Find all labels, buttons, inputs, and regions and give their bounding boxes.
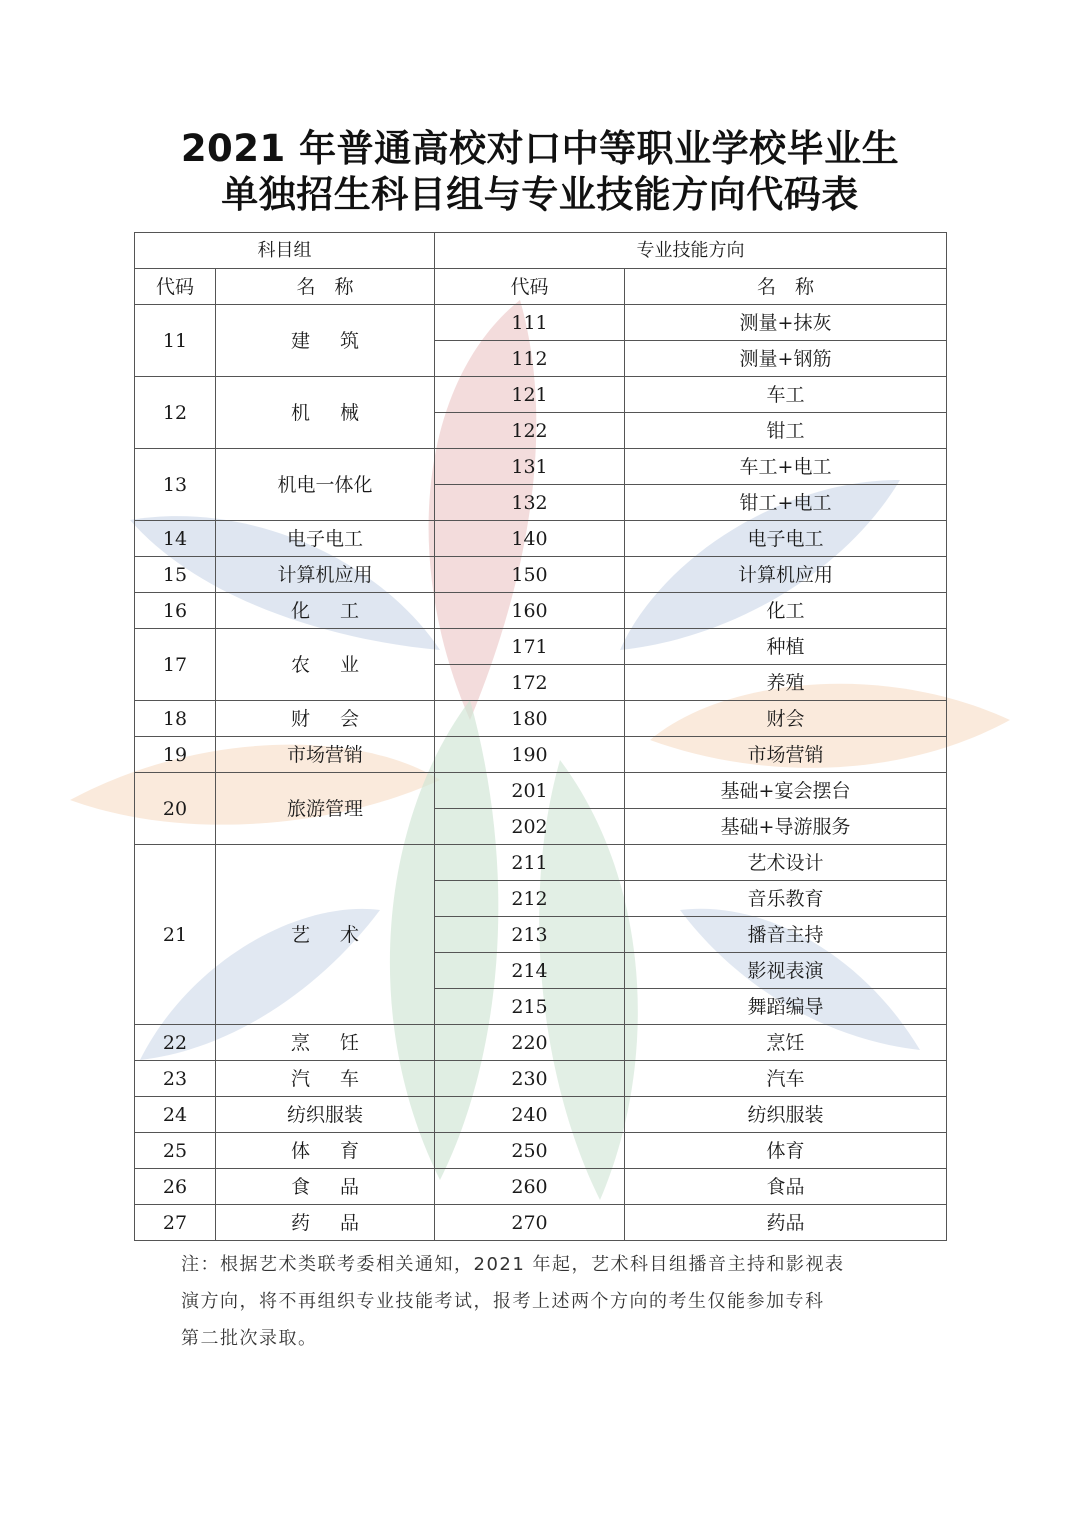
- direction-name-cell: 烹饪: [625, 1025, 947, 1061]
- subject-name-text: 计算机应用: [277, 563, 373, 586]
- column-header-row: [135, 269, 947, 305]
- subject-name-text: 电子电工: [286, 527, 363, 550]
- direction-code-cell: 250: [435, 1133, 625, 1169]
- code-table: [134, 232, 947, 1241]
- direction-code-cell: 213: [435, 917, 625, 953]
- direction-code-cell: 122: [435, 413, 625, 449]
- table-row: [135, 593, 947, 629]
- direction-name-cell: 基础+宴会摆台: [625, 773, 947, 809]
- subject-code-cell: 12: [135, 377, 216, 449]
- direction-name-header: 名 称: [625, 269, 947, 305]
- direction-name-cell: 电子电工: [625, 521, 947, 557]
- title-line-2: 单独招生科目组与专业技能方向代码表: [221, 173, 859, 216]
- subject-name-cell: [216, 593, 435, 629]
- direction-code-cell: 214: [435, 953, 625, 989]
- table-row: [135, 1169, 947, 1205]
- direction-code-cell: 160: [435, 593, 625, 629]
- subject-name-cell: [216, 737, 435, 773]
- direction-code-cell: 180: [435, 701, 625, 737]
- subject-name-text: 纺织服装: [286, 1103, 363, 1126]
- direction-name-cell: 测量+钢筋: [625, 341, 947, 377]
- subject-code-cell: 27: [135, 1205, 216, 1241]
- direction-name-cell: 测量+抹灰: [625, 305, 947, 341]
- direction-name-cell: 钳工: [625, 413, 947, 449]
- subject-name-cell: [216, 557, 435, 593]
- subject-name-text: 汽车: [290, 1067, 389, 1090]
- subject-name-text: 市场营销: [286, 743, 363, 766]
- direction-code-cell: 140: [435, 521, 625, 557]
- direction-name-cell: 养殖: [625, 665, 947, 701]
- direction-code-cell: 212: [435, 881, 625, 917]
- subject-code-cell: 21: [135, 845, 216, 1025]
- subject-code-cell: 14: [135, 521, 216, 557]
- table-row: [135, 377, 947, 413]
- subject-name-text: 建筑: [290, 329, 389, 352]
- subject-name-cell: [216, 1133, 435, 1169]
- direction-name-cell: 食品: [625, 1169, 947, 1205]
- group-header-row: [135, 233, 947, 269]
- direction-name-cell: 药品: [625, 1205, 947, 1241]
- direction-code-cell: 202: [435, 809, 625, 845]
- skill-direction-header: 专业技能方向: [435, 233, 947, 269]
- direction-code-cell: 220: [435, 1025, 625, 1061]
- table-row: [135, 773, 947, 809]
- subject-code-cell: 23: [135, 1061, 216, 1097]
- table-row: [135, 449, 947, 485]
- subject-name-text: 机械: [290, 401, 389, 424]
- footnote-line-2: 演方向，将不再组织专业技能考试，报考上述两个方向的考生仅能参加专科: [181, 1291, 825, 1312]
- direction-name-cell: 艺术设计: [625, 845, 947, 881]
- table-row: [135, 737, 947, 773]
- subject-code-cell: 20: [135, 773, 216, 845]
- subject-name-text: 机电一体化: [277, 473, 373, 496]
- subject-code-cell: 19: [135, 737, 216, 773]
- direction-code-cell: 240: [435, 1097, 625, 1133]
- direction-code-cell: 211: [435, 845, 625, 881]
- subject-name-text: 烹饪: [290, 1031, 389, 1054]
- direction-name-cell: 音乐教育: [625, 881, 947, 917]
- subject-name-cell: [216, 845, 435, 1025]
- direction-name-cell: 计算机应用: [625, 557, 947, 593]
- subject-code-cell: 18: [135, 701, 216, 737]
- direction-name-cell: 市场营销: [625, 737, 947, 773]
- direction-code-cell: 132: [435, 485, 625, 521]
- subject-name-text: 旅游管理: [286, 797, 363, 820]
- subject-name-text: 体育: [290, 1139, 389, 1162]
- table-row: [135, 845, 947, 881]
- footnote-line-3: 第二批次录取。: [181, 1328, 318, 1349]
- subject-name-text: 化工: [290, 599, 389, 622]
- subject-name-text: 农业: [290, 653, 389, 676]
- subject-name-text: 食品: [290, 1175, 389, 1198]
- subject-code-cell: 22: [135, 1025, 216, 1061]
- subject-code-cell: 11: [135, 305, 216, 377]
- direction-name-cell: 播音主持: [625, 917, 947, 953]
- subject-name-cell: [216, 773, 435, 845]
- direction-name-cell: 体育: [625, 1133, 947, 1169]
- subject-name-cell: [216, 1169, 435, 1205]
- direction-name-cell: 车工+电工: [625, 449, 947, 485]
- direction-code-cell: 121: [435, 377, 625, 413]
- subject-code-cell: 25: [135, 1133, 216, 1169]
- subject-group-header: 科目组: [135, 233, 435, 269]
- direction-code-header: 代码: [435, 269, 625, 305]
- subject-name-cell: [216, 1097, 435, 1133]
- direction-name-cell: 舞蹈编导: [625, 989, 947, 1025]
- subject-name-text: 财会: [290, 707, 389, 730]
- direction-name-cell: 化工: [625, 593, 947, 629]
- direction-code-cell: 215: [435, 989, 625, 1025]
- subject-name-cell: [216, 1025, 435, 1061]
- footnote: [181, 1246, 921, 1357]
- subject-code-header: 代码: [135, 269, 216, 305]
- table-row: [135, 1205, 947, 1241]
- subject-name-header: 名 称: [216, 269, 435, 305]
- subject-name-cell: [216, 1061, 435, 1097]
- direction-code-cell: 112: [435, 341, 625, 377]
- subject-name-cell: [216, 1205, 435, 1241]
- subject-code-cell: 16: [135, 593, 216, 629]
- table-body: [135, 305, 947, 1241]
- document-title: [0, 126, 1080, 218]
- direction-name-cell: 车工: [625, 377, 947, 413]
- direction-code-cell: 171: [435, 629, 625, 665]
- direction-code-cell: 190: [435, 737, 625, 773]
- table-row: [135, 521, 947, 557]
- table-row: [135, 701, 947, 737]
- footnote-line-1: 注：根据艺术类联考委相关通知，2021 年起，艺术科目组播音主持和影视表: [181, 1254, 845, 1275]
- direction-code-cell: 270: [435, 1205, 625, 1241]
- subject-name-text: 药品: [290, 1211, 389, 1234]
- subject-code-cell: 15: [135, 557, 216, 593]
- table-row: [135, 1097, 947, 1133]
- table-row: [135, 1061, 947, 1097]
- title-line-1: 2021 年普通高校对口中等职业学校毕业生: [180, 127, 900, 170]
- direction-code-cell: 260: [435, 1169, 625, 1205]
- direction-name-cell: 影视表演: [625, 953, 947, 989]
- subject-code-cell: 13: [135, 449, 216, 521]
- direction-name-cell: 财会: [625, 701, 947, 737]
- direction-code-cell: 131: [435, 449, 625, 485]
- subject-name-text: 艺术: [290, 923, 389, 946]
- direction-name-cell: 纺织服装: [625, 1097, 947, 1133]
- direction-code-cell: 230: [435, 1061, 625, 1097]
- subject-name-cell: [216, 521, 435, 557]
- subject-name-cell: [216, 377, 435, 449]
- subject-name-cell: [216, 701, 435, 737]
- direction-name-cell: 种植: [625, 629, 947, 665]
- direction-code-cell: 172: [435, 665, 625, 701]
- table-row: [135, 305, 947, 341]
- direction-code-cell: 150: [435, 557, 625, 593]
- direction-name-cell: 钳工+电工: [625, 485, 947, 521]
- table-row: [135, 1025, 947, 1061]
- subject-name-cell: [216, 629, 435, 701]
- table-row: [135, 629, 947, 665]
- direction-code-cell: 201: [435, 773, 625, 809]
- subject-name-cell: [216, 449, 435, 521]
- subject-code-cell: 17: [135, 629, 216, 701]
- subject-code-cell: 26: [135, 1169, 216, 1205]
- table-row: [135, 1133, 947, 1169]
- subject-name-cell: [216, 305, 435, 377]
- direction-name-cell: 汽车: [625, 1061, 947, 1097]
- direction-code-cell: 111: [435, 305, 625, 341]
- table-row: [135, 557, 947, 593]
- direction-name-cell: 基础+导游服务: [625, 809, 947, 845]
- subject-code-cell: 24: [135, 1097, 216, 1133]
